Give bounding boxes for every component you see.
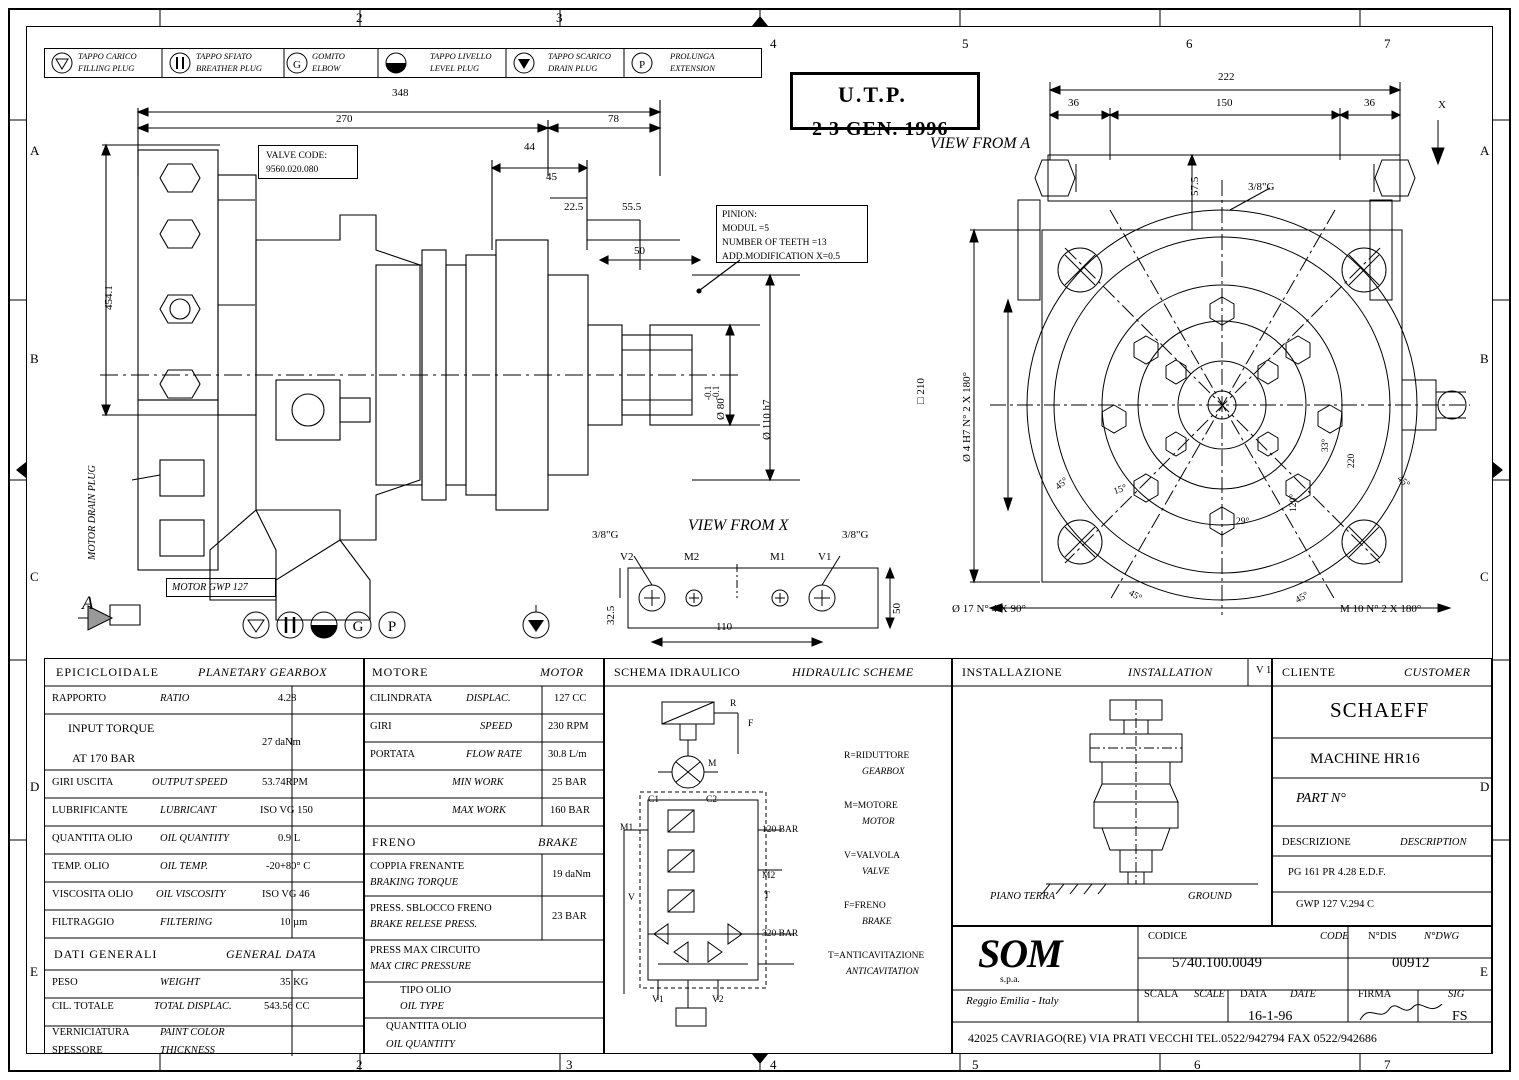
frame-col-top-2: 2 [356, 10, 363, 25]
angle-29: 29° [1236, 517, 1250, 527]
scheme-label-v2: V2 [712, 995, 724, 1005]
stamp-line-1: U.T.P. [838, 82, 907, 107]
legend-item-elbow-it: GOMITO [312, 51, 345, 61]
brake-row4-it: QUANTITA OLIO [386, 1021, 467, 1032]
gearbox-row4-en: OIL QUANTITY [160, 833, 229, 844]
gearbox-row2-it: GIRI USCITA [52, 777, 114, 788]
scheme-label-m: M [708, 759, 717, 769]
dim-diam-80: Ø 80 [715, 398, 727, 420]
view-x-thread-right: 3/8"G [842, 529, 869, 541]
view-x-port-m2: M2 [684, 551, 700, 563]
firma-label-it: FIRMA [1358, 989, 1392, 1000]
gearbox-row1-val: 27 daNm [262, 737, 301, 748]
installation-ground-it: PIANO TERRA [990, 891, 1056, 902]
dim-36-left: 36 [1068, 97, 1079, 109]
motor-row3-val: 25 BAR [552, 777, 587, 788]
dim-45: 45 [546, 171, 557, 183]
frame-col-top-3: 3 [556, 10, 563, 25]
pinion-addmod: ADD.MODIFICATION X=0.5 [722, 252, 841, 262]
bolt-note-m10: M 10 N° 2 X 180° [1340, 603, 1422, 615]
gearbox-row6-val: ISO VG 46 [262, 889, 310, 900]
frame-row-c-right: C [1480, 569, 1489, 584]
scheme-label-v: V [628, 893, 635, 903]
customer-desc-line1: PG 161 PR 4.28 E.D.F. [1288, 867, 1386, 878]
gearbox-row2-en: OUTPUT SPEED [152, 777, 228, 788]
view-x-dim-32-5: 32.5 [605, 605, 617, 625]
general-row1-en: TOTAL DISPLAC. [154, 1001, 232, 1012]
brake-row3-it: TIPO OLIO [400, 985, 452, 996]
general-title-it: DATI GENERALI [54, 947, 158, 961]
motor-row2-en: FLOW RATE [466, 749, 522, 760]
valve-code-title: VALVE CODE: [266, 151, 327, 161]
dim-220: 220 [1347, 453, 1357, 468]
customer-desc-en: DESCRIPTION [1400, 837, 1467, 848]
data-label-it: DATA [1240, 989, 1268, 1000]
codice-label-en: CODE [1320, 931, 1349, 942]
scala-label-en: SCALE [1194, 989, 1225, 1000]
frame-row-d-left: D [30, 779, 40, 794]
scheme-pressure-320: 320 BAR [762, 929, 799, 939]
drain-plug-symbol [518, 605, 558, 645]
ndis-value: 00912 [1392, 955, 1430, 971]
gearbox-row5-en: OIL TEMP. [160, 861, 209, 872]
brake-row0-val: 19 daNm [552, 869, 591, 880]
legend-item-filling-en: FILLING PLUG [78, 63, 135, 73]
company-address: 42025 CAVRIAGO(RE) VIA PRATI VECCHI TEL.0522/942794 FAX 0522/942686 [968, 1031, 1377, 1045]
gearbox-row7-en: FILTERING [160, 917, 213, 928]
part-number-label: PART N° [1296, 791, 1346, 806]
motor-row1-val: 230 RPM [548, 721, 589, 732]
gearbox-title-en: PLANETARY GEARBOX [198, 665, 328, 679]
svg-text:G: G [293, 59, 301, 71]
dim-diam-80-tol-up: -0.1 [703, 385, 713, 400]
gearbox-row3-it: LUBRIFICANTE [52, 805, 128, 816]
motor-title-it: MOTORE [372, 665, 429, 679]
ndis-label-it: N°DIS [1368, 931, 1397, 942]
scheme-label-r: R [730, 699, 737, 709]
legend-item-filling-it: TAPPO CARICO [78, 51, 137, 61]
gearbox-row3-en: LUBRICANT [160, 805, 217, 816]
frame-col-top-4: 4 [770, 36, 777, 51]
legend-item-level-it: TAPPO LIVELLO [430, 51, 492, 61]
ndis-label-en: N°DWG [1424, 931, 1460, 942]
frame-row-d-right: D [1480, 779, 1490, 794]
firma-value: FS [1452, 1009, 1468, 1024]
frame-col-top-7: 7 [1384, 36, 1391, 51]
pinion-title: PINION: [722, 210, 757, 220]
dim-150: 150 [1216, 97, 1233, 109]
frame-col-top-6: 6 [1186, 36, 1193, 51]
general-row0-it: PESO [52, 977, 78, 988]
dim-57-5: 57.5 [1189, 176, 1201, 196]
customer-name: SCHAEFF [1330, 698, 1430, 722]
general-title-en: GENERAL DATA [226, 947, 317, 961]
dim-22-5: 22.5 [564, 201, 584, 213]
scheme-label-f: F [748, 719, 754, 729]
scheme-key2-k: V=VALVOLA [844, 851, 901, 861]
view-from-x-drawing [610, 550, 930, 660]
customer-machine: MACHINE HR16 [1310, 751, 1420, 767]
scheme-pressure-120: 120 BAR [762, 825, 799, 835]
brake-row4-en: OIL QUANTITY [386, 1039, 455, 1050]
motor-row4-val: 160 BAR [550, 805, 590, 816]
gearbox-row7-val: 10 µm [280, 917, 308, 928]
general-row3-en: THICKNESS [160, 1045, 215, 1056]
firma-label-en: SIG [1448, 989, 1465, 1000]
valve-code-value: 9560.020.080 [266, 165, 319, 175]
dim-454-1: 454.1 [103, 285, 115, 310]
gearbox-row1-en: AT 170 BAR [72, 751, 136, 765]
gearbox-row4-val: 0.9 L [278, 833, 301, 844]
stamp-line-2: 2 3 GEN. 1996 [812, 118, 949, 140]
legend-item-breather-en: BREATHER PLUG [196, 63, 263, 73]
installation-drawing [1032, 692, 1272, 902]
view-x-port-m1: M1 [770, 551, 786, 563]
legend-item-extension-en: EXTENSION [670, 63, 715, 73]
scheme-key2-v: VALVE [862, 867, 890, 877]
motor-row0-it: CILINDRATA [370, 693, 433, 704]
frame-col-bot-4: 4 [770, 1057, 777, 1072]
dim-55-5: 55.5 [622, 201, 642, 213]
frame-row-a-left: A [30, 143, 40, 158]
gearbox-row7-it: FILTRAGGIO [52, 917, 115, 928]
dim-diam-80-tol-lo: -0.1 [711, 385, 721, 400]
installation-revision: V 1 [1256, 665, 1272, 676]
frame-row-a-right: A [1480, 143, 1490, 158]
frame-row-e-left: E [30, 964, 38, 979]
gearbox-row1-it: INPUT TORQUE [68, 721, 155, 735]
brake-row3-en: OIL TYPE [400, 1001, 444, 1012]
dim-50: 50 [634, 245, 645, 257]
gearbox-title-it: EPICICLOIDALE [56, 665, 159, 679]
pinion-modul: MODUL =5 [722, 224, 769, 234]
gearbox-row2-val: 53.74RPM [262, 777, 308, 788]
brake-row0-en: BRAKING TORQUE [370, 877, 459, 888]
scheme-label-c2: C2 [706, 795, 718, 805]
frame-col-bot-3: 3 [566, 1057, 573, 1072]
motor-drain-plug-label: MOTOR DRAIN PLUG [87, 465, 98, 560]
customer-title-it: CLIENTE [1282, 665, 1336, 679]
motor-row4-en: MAX WORK [452, 805, 506, 816]
installation-title-en: INSTALLATION [1128, 665, 1213, 679]
scheme-label-t: T [764, 891, 770, 901]
hydraulic-circuit-diagram [614, 694, 854, 1044]
scheme-label-v1: V1 [652, 995, 664, 1005]
dim-38g-top: 3/8"G [1248, 181, 1275, 193]
codice-label-it: CODICE [1148, 931, 1188, 942]
legend-item-breather-it: TAPPO SFIATO [196, 51, 252, 61]
brake-title-it: FRENO [372, 835, 417, 849]
angle-45-1: 45° [1053, 476, 1071, 493]
scheme-title-en: HIDRAULIC SCHEME [792, 665, 914, 679]
general-row1-val: 543.56 CC [264, 1001, 310, 1012]
legend-item-extension-it: PROLUNGA [670, 51, 715, 61]
scheme-label-c1: C1 [648, 795, 660, 805]
frame-col-bot-5: 5 [972, 1057, 979, 1072]
angle-45-2: 45° [1394, 474, 1412, 491]
view-from-a-title: VIEW FROM A [930, 135, 1031, 152]
brake-row2-it: PRESS MAX CIRCUITO [370, 945, 481, 956]
view-x-port-v2: V2 [620, 551, 634, 563]
svg-text:P: P [387, 619, 397, 635]
scheme-key1-k: M=MOTORE [844, 801, 898, 811]
angle-45-4: 45° [1294, 590, 1311, 606]
motor-row2-val: 30.8 L/m [548, 749, 587, 760]
gearbox-table-grid [44, 658, 366, 1056]
scala-label-it: SCALA [1144, 989, 1179, 1000]
view-x-dim-110: 110 [716, 621, 733, 633]
legend-item-level-en: LEVEL PLUG [430, 63, 480, 73]
gearbox-row3-val: ISO VG 150 [260, 805, 313, 816]
som-city: Reggio Emilia - Italy [966, 995, 1059, 1007]
motor-row0-val: 127 CC [554, 693, 587, 704]
codice-value: 5740.100.0049 [1172, 955, 1262, 971]
general-row0-en: WEIGHT [160, 977, 200, 988]
motor-row2-it: PORTATA [370, 749, 415, 760]
customer-desc-it: DESCRIZIONE [1282, 837, 1351, 848]
installation-title-it: INSTALLAZIONE [962, 665, 1063, 679]
frame-row-c-left: C [30, 569, 39, 584]
signature-scribble [1356, 1000, 1446, 1026]
general-row3-it: SPESSORE [52, 1045, 103, 1056]
frame-col-bot-6: 6 [1194, 1057, 1201, 1072]
gearbox-row4-it: QUANTITA OLIO [52, 833, 133, 844]
view-x-dim-50: 50 [891, 603, 903, 614]
frame-row-b-left: B [30, 351, 39, 366]
scheme-key0-v: GEARBOX [862, 767, 905, 777]
scheme-label-m1: M1 [620, 823, 634, 833]
brake-row0-it: COPPIA FRENANTE [370, 861, 465, 872]
scheme-key1-v: MOTOR [862, 817, 895, 827]
angle-33: 33° [1321, 438, 1331, 452]
bolt-note-17: Ø 17 N° 4 X 90° [952, 603, 1026, 615]
svg-text:P: P [638, 59, 646, 71]
brake-title-en: BRAKE [538, 835, 578, 849]
frame-col-bot-7: 7 [1384, 1057, 1391, 1072]
scheme-title-it: SCHEMA IDRAULICO [614, 665, 741, 679]
legend-item-drain-it: TAPPO SCARICO [548, 51, 611, 61]
frame-row-e-right: E [1480, 964, 1488, 979]
angle-45-3: 45° [1126, 588, 1144, 604]
legend-item-elbow-en: ELBOW [312, 63, 341, 73]
som-spa: s.p.a. [1000, 975, 1020, 985]
frame-col-top-5: 5 [962, 36, 969, 51]
scheme-key3-k: F=FRENO [844, 901, 886, 911]
plug-symbol-row [238, 605, 438, 645]
angle-120: 120° [1289, 493, 1299, 512]
view-x-port-v1: V1 [818, 551, 832, 563]
dim-78: 78 [608, 113, 619, 125]
section-arrow-a [78, 590, 198, 650]
legend-item-drain-en: DRAIN PLUG [548, 63, 598, 73]
motor-gwp-label: MOTOR GWP 127 [172, 582, 248, 593]
gearbox-row0-en: RATIO [160, 693, 190, 704]
customer-desc-line2: GWP 127 V.294 C [1296, 899, 1374, 910]
scheme-label-m2: M2 [762, 871, 776, 881]
brake-row1-en: BRAKE RELESE PRESS. [370, 919, 478, 930]
dim-diam-110: Ø 110 h7 [761, 399, 773, 440]
dim-36-right: 36 [1364, 97, 1375, 109]
dim-222: 222 [1218, 71, 1235, 83]
motor-row3-en: MIN WORK [452, 777, 504, 788]
general-row2-it: VERNICIATURA [52, 1027, 130, 1038]
installation-ground-en: GROUND [1188, 891, 1232, 902]
som-logo: SOM [978, 931, 1062, 976]
brake-row2-en: MAX CIRC PRESSURE [370, 961, 471, 972]
general-row1-it: CIL. TOTALE [52, 1001, 114, 1012]
brake-row1-it: PRESS. SBLOCCO FRENO [370, 903, 492, 914]
general-row0-val: 35 KG [280, 977, 309, 988]
frame-col-bot-2: 2 [356, 1057, 363, 1072]
scheme-key4-v: ANTICAVITATION [846, 967, 919, 977]
gearbox-row6-en: OIL VISCOSITY [156, 889, 226, 900]
svg-text:G: G [352, 619, 364, 635]
gearbox-row5-val: -20+80° C [266, 861, 311, 872]
frame-row-b-right: B [1480, 351, 1489, 366]
gearbox-row6-it: VISCOSITA OLIO [52, 889, 134, 900]
dim-44: 44 [524, 141, 535, 153]
scheme-key3-v: BRAKE [862, 917, 892, 927]
dim-square-210: □ 210 [915, 378, 927, 404]
dim-348: 348 [392, 87, 409, 99]
customer-title-en: CUSTOMER [1404, 665, 1471, 679]
view-from-x-title: VIEW FROM X [688, 517, 789, 534]
view-x-thread-left: 3/8"G [592, 529, 619, 541]
data-label-en: DATE [1290, 989, 1316, 1000]
dim-270: 270 [336, 113, 353, 125]
motor-row1-en: SPEED [480, 721, 513, 732]
data-value: 16-1-96 [1248, 1009, 1293, 1024]
scheme-key4-k: T=ANTICAVITAZIONE [828, 951, 925, 961]
general-row2-en: PAINT COLOR [160, 1027, 225, 1038]
axis-x-label: X [1438, 99, 1446, 111]
motor-row1-it: GIRI [370, 721, 392, 732]
gearbox-row5-it: TEMP. OLIO [52, 861, 110, 872]
motor-row0-en: DISPLAC. [466, 693, 511, 704]
scheme-key0-k: R=RIDUTTORE [844, 751, 910, 761]
gearbox-row0-val: 4.28 [278, 693, 297, 704]
angle-15: 15° [1112, 483, 1129, 498]
motor-title-en: MOTOR [540, 665, 584, 679]
gearbox-row0-it: RAPPORTO [52, 693, 107, 704]
brake-row1-val: 23 BAR [552, 911, 587, 922]
pinion-teeth: NUMBER OF TEETH =13 [722, 238, 827, 248]
dim-4h7: Ø 4 H7 N° 2 X 180° [961, 371, 973, 462]
view-from-a-drawing [930, 60, 1490, 620]
section-letter-a: A [82, 593, 94, 614]
